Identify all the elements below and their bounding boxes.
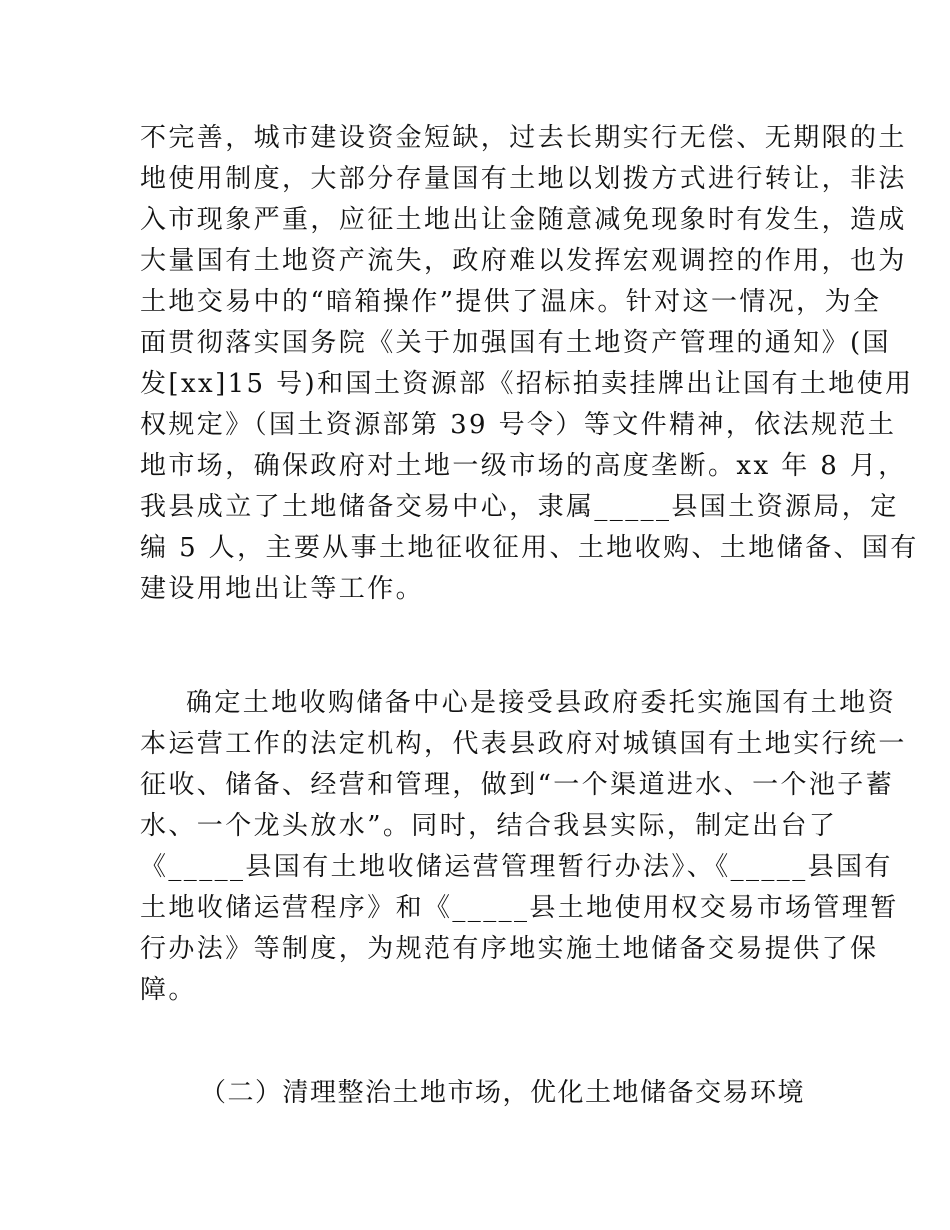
text-line: 障。 [140, 975, 197, 1005]
text-line: 地使用制度，大部分存量国有土地以划拨方式进行转让，非法 [140, 164, 907, 194]
text-line: 《_____县国有土地收储运营管理暂行办法》、《_____县国有 [140, 852, 893, 882]
text-line: 行办法》等制度，为规范有序地实施土地储备交易提供了保 [140, 934, 879, 964]
text-line: 入市现象严重，应征土地出让金随意减免现象时有发生，造成 [140, 205, 907, 235]
text-line: 不完善，城市建设资金短缺，过去长期实行无偿、无期限的土 [140, 123, 907, 153]
text-line: 面贯彻落实国务院《关于加强国有土地资产管理的通知》(国 [140, 328, 891, 358]
text-line: 土地收储运营程序》和《_____县土地使用权交易市场管理暂 [140, 893, 899, 923]
text-line: 土地交易中的“暗箱操作”提供了温床。针对这一情况，为全 [140, 287, 882, 317]
text-line: 水、一个龙头放水”。同时，结合我县实际，制定出台了 [140, 811, 838, 841]
text-line: 地市场，确保政府对土地一级市场的高度垄断。xx 年 8 月， [140, 451, 907, 481]
text-line: 确定土地收购储备中心是接受县政府委托实施国有土地资 [186, 688, 897, 718]
text-line: 大量国有土地资产流失，政府难以发挥宏观调控的作用，也为 [140, 246, 907, 276]
section-heading: （二）清理整治土地市场，优化土地储备交易环境 [200, 1078, 806, 1108]
text-line: 权规定》（国土资源部第 39 号令）等文件精神，依法规范土 [140, 410, 897, 440]
text-line: 我县成立了土地储备交易中心，隶属_____县国土资源局，定 [140, 492, 899, 522]
text-line: 建设用地出让等工作。 [140, 574, 425, 604]
text-line: 编 5 人，主要从事土地征收征用、土地收购、土地储备、国有 [140, 533, 919, 563]
text-line: 发[xx]15 号)和国土资源部《招标拍卖挂牌出让国有土地使用 [140, 369, 914, 399]
text-line: 征收、储备、经营和管理，做到“一个渠道进水、一个池子蓄 [140, 770, 895, 800]
text-line: 本运营工作的法定机构，代表县政府对城镇国有土地实行统一 [140, 729, 907, 759]
